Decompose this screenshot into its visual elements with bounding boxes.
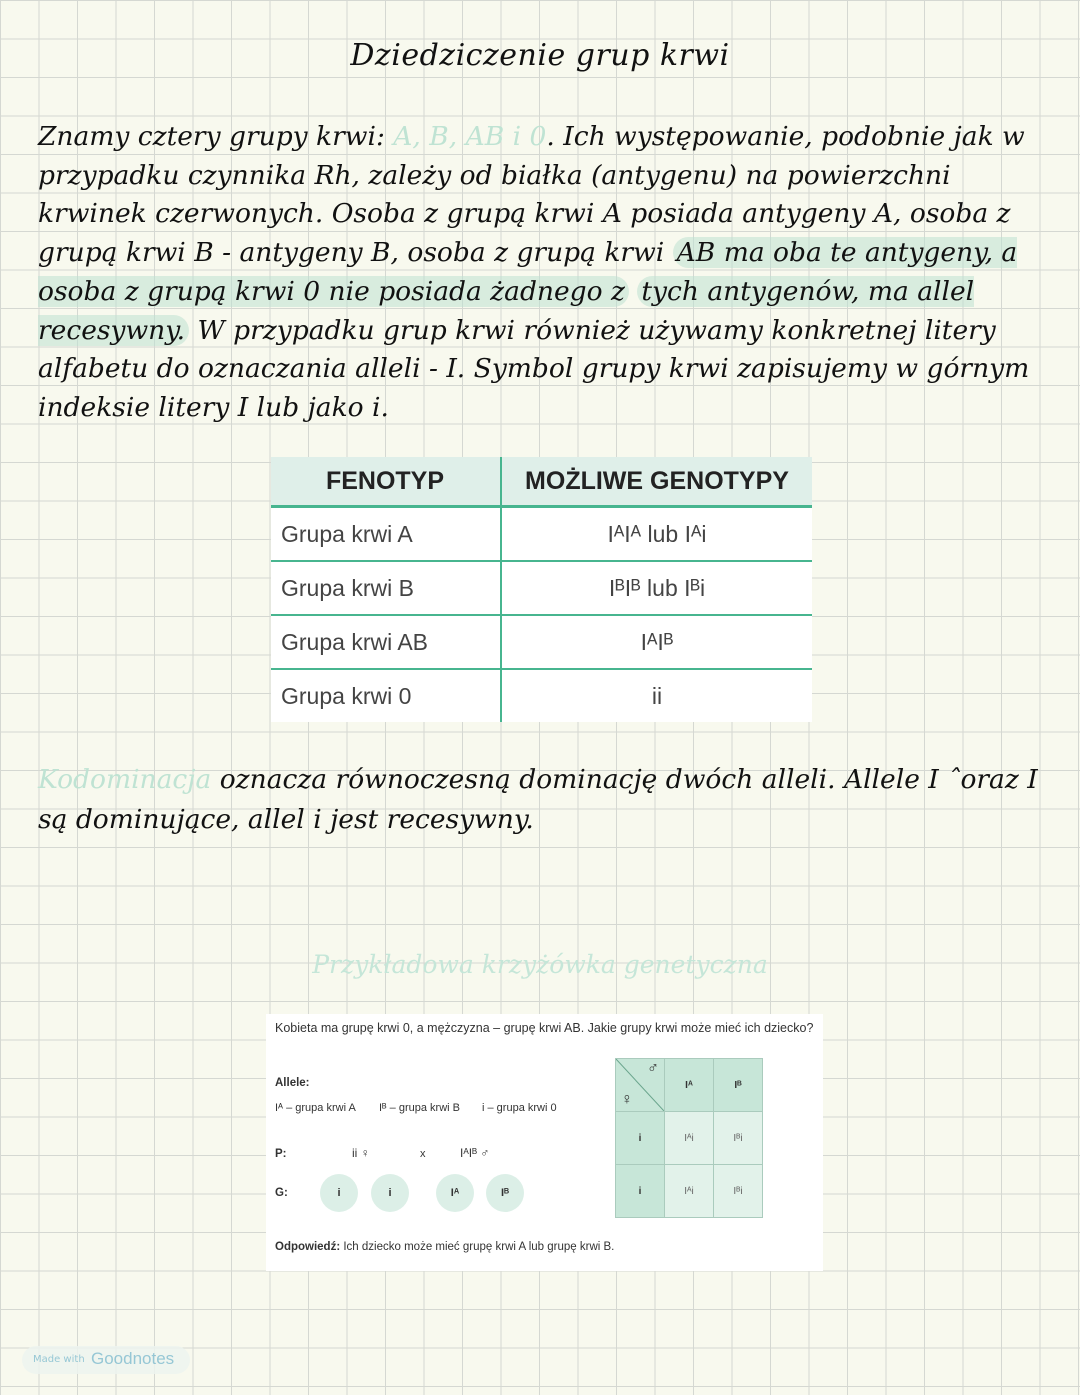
parents-label: P: (275, 1148, 287, 1160)
phenotype-genotype-table (271, 457, 812, 722)
codominance-paragraph (38, 760, 1038, 840)
punnett-row-head: i (616, 1165, 665, 1218)
punnett-cell: Iᴮi (714, 1112, 763, 1165)
alleles-label: Allele: (275, 1077, 310, 1089)
punnett-cell: Iᴬi (665, 1165, 714, 1218)
codominance-text: oznacza równoczesną dominację dwóch alleli. Allele I ˆoraz I są dominujące, allel i jest recesywny. (38, 764, 1038, 835)
gamete-circle: i (320, 1174, 358, 1212)
codominance-term: Kodominacja (38, 764, 212, 795)
intro-rest: . Ich występowanie, podobnie jak w przypadku czynnika Rh, zależy od białka (antygenu) na powierzchni krwinek czerwonych. Osoba z grupą krwi A posiada antygeny A, osoba z grupą krwi B - antygeny B, osoba z grupą krwi (38, 121, 1025, 269)
gametes-label: G: (275, 1187, 288, 1199)
male-symbol-icon: ♂ (647, 1060, 659, 1077)
answer-text: Ich dziecko może mieć grupę krwi A lub grupę krwi B. (340, 1241, 615, 1253)
allele-b-desc: Iᴮ – grupa krwi B (379, 1102, 460, 1114)
page-title: Dziedziczenie grup krwi (350, 38, 730, 73)
gamete-circle: Iᴮ (486, 1174, 524, 1212)
genetic-cross-card (266, 1014, 823, 1271)
punnett-col-head: Iᴮ (714, 1059, 763, 1112)
phenotype-cell: Grupa krwi AB (271, 615, 501, 669)
allele-a-desc: Iᴬ – grupa krwi A (275, 1102, 356, 1114)
intro-highlight-2: tych antygenów, ma allel recesywny. (38, 275, 975, 346)
answer-label: Odpowiedź: (275, 1241, 341, 1253)
punnett-col-head: Iᴬ (665, 1059, 714, 1112)
intro-blood-groups: A, B, AB i 0 (393, 121, 547, 152)
genotype-cell: ii (651, 682, 663, 709)
phenotype-cell: Grupa krwi 0 (271, 669, 501, 722)
intro-lead: Znamy cztery grupy krwi: (38, 121, 394, 152)
cross-answer (275, 1241, 614, 1253)
table-row (271, 561, 812, 615)
intro-highlight-1: AB ma oba te antygeny, a osoba z grupą krwi 0 nie posiada żadnego z (38, 237, 1018, 307)
punnett-cell: Iᴬi (665, 1112, 714, 1165)
watermark-brand: Goodnotes (91, 1349, 175, 1368)
punnett-row-head: i (616, 1112, 665, 1165)
punnett-square (615, 1058, 763, 1218)
intro-paragraph (38, 118, 1033, 428)
genotype-cell: IᴬIᴬ lub Iᴬi (501, 507, 812, 562)
watermark-made-with: Made with (33, 1354, 85, 1365)
punnett-corner (616, 1059, 665, 1112)
female-genotype: ii ♀ (352, 1146, 370, 1160)
header-phenotype: FENOTYP (271, 457, 501, 507)
table-row (271, 615, 812, 669)
cross-question: Kobieta ma grupę krwi 0, a mężczyzna – grupę krwi AB. Jakie grupy krwi może mieć ich dziecko? (275, 1021, 814, 1035)
female-symbol-icon: ♀ (621, 1091, 633, 1108)
cross-symbol: x (420, 1148, 426, 1160)
male-genotype: IᴬIᴮ ♂ (460, 1146, 490, 1160)
punnett-cell: Iᴮi (714, 1165, 763, 1218)
genotype-cell: IᴬIᴮ (501, 615, 812, 669)
intro-rest-2: W przypadku grup krwi również używamy konkretnej litery alfabetu do oznaczania alleli - I. Symbol grupy krwi zapisujemy w górnym indeksie litery I lub jako i. (38, 314, 1030, 423)
table-header-row (271, 457, 812, 507)
gamete-circle: Iᴬ (436, 1174, 474, 1212)
table-row (271, 507, 812, 562)
goodnotes-watermark (22, 1346, 190, 1374)
header-genotypes: MOŻLIWE GENOTYPY (501, 457, 812, 507)
phenotype-cell: Grupa krwi B (271, 561, 501, 615)
gamete-circle: i (371, 1174, 409, 1212)
genotype-cell: IᴮIᴮ lub Iᴮi (501, 561, 812, 615)
phenotype-cell: Grupa krwi A (271, 507, 501, 562)
allele-i-desc: i – grupa krwi 0 (482, 1102, 557, 1114)
table-row (271, 669, 812, 722)
example-heading: Przykładowa krzyżówka genetyczna (312, 950, 768, 979)
